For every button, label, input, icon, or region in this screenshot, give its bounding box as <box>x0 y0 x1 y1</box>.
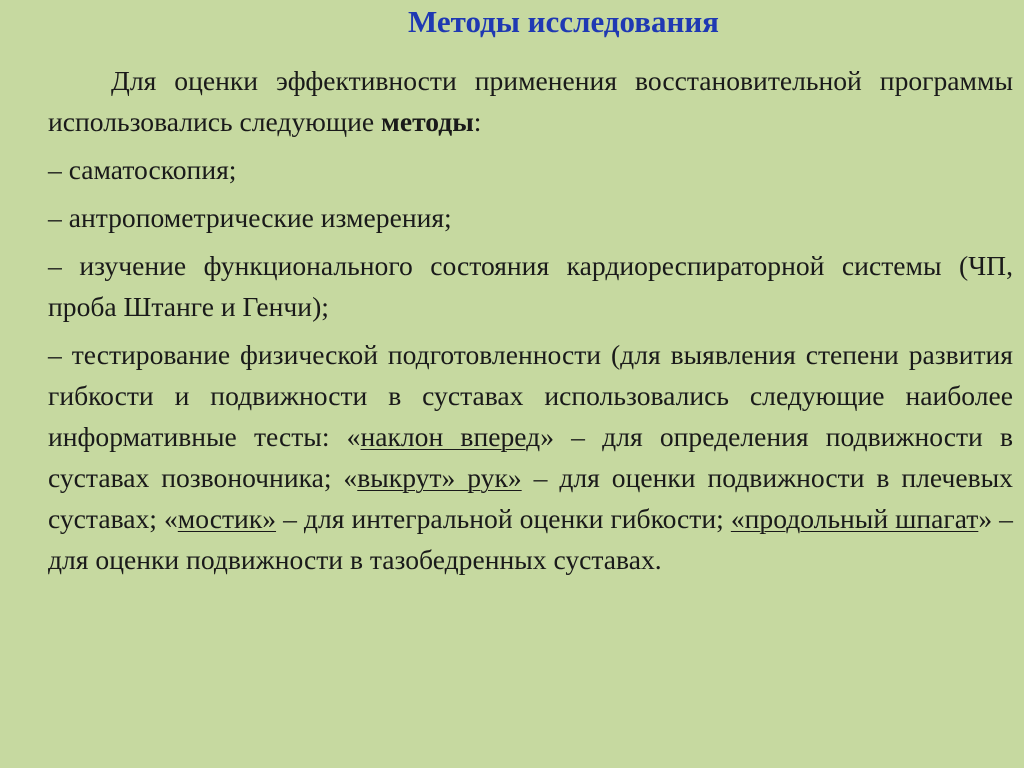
test-arm-twist: выкрут» рук» <box>357 462 522 493</box>
list-item-cardio: – изучение функционального состояния кардиореспираторной системы (ЧП, проба Штанге и Генчи); <box>48 250 1013 322</box>
testing-text-3: – для оценки подвижности в плечевых суставах; « <box>48 462 1013 534</box>
list-item-anthropometry: – антропометрические измерения; <box>48 202 452 233</box>
test-split: «продольный шпагат <box>730 503 979 534</box>
testing-text-5: » – для оценки подвижности в тазобедренных суставах. <box>48 503 1013 575</box>
testing-text-4: – для интегральной оценки гибкости; <box>276 503 731 534</box>
list-item-somatoscopy: – саматоскопия; <box>48 154 237 185</box>
intro-end: : <box>473 106 482 137</box>
test-bridge: мостик» <box>177 503 277 534</box>
test-forward-bend: наклон вперед <box>360 421 541 452</box>
testing-text-2: » – для определения подвижности в суставах позвоночника; « <box>48 421 1013 493</box>
intro-text: Для оценки эффективности применения восстановительной программы использовались следующие <box>48 65 1013 137</box>
intro-paragraph <box>48 60 1013 142</box>
slide-title: Методы исследования <box>408 4 719 39</box>
list-item-testing <box>48 334 1013 580</box>
slide-content <box>48 60 1013 580</box>
testing-text-1: – тестирование физической подготовленности (для выявления степени развития гибкости и подвижности в суставах использовались следующие наиболее информативные тесты: « <box>48 339 1013 452</box>
intro-bold: методы <box>381 106 474 137</box>
